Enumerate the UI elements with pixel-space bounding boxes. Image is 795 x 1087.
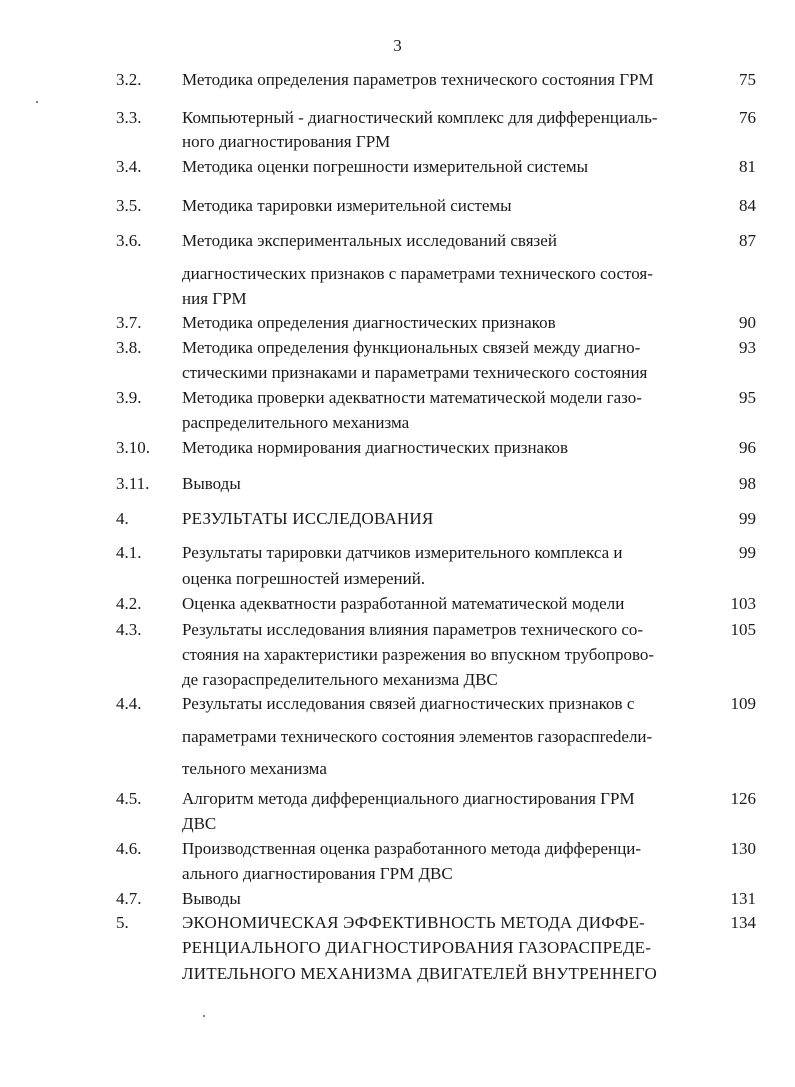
- page-ref: 81: [739, 157, 756, 176]
- section-title-line: Компьютерный - диагностический комплекс для дифференциаль-: [182, 108, 658, 127]
- page-number: 3: [393, 36, 402, 55]
- section-number: 3.7.: [116, 313, 142, 332]
- section-title-line: тельного механизма: [182, 759, 327, 778]
- page-ref: 84: [739, 196, 756, 215]
- page-ref: 87: [739, 231, 756, 250]
- section-title-line: РЕЗУЛЬТАТЫ ИССЛЕДОВАНИЯ: [182, 509, 434, 528]
- section-number: 3.2.: [116, 70, 142, 89]
- section-title-line: ЭКОНОМИЧЕСКАЯ ЭФФЕКТИВНОСТЬ МЕТОДА ДИФФЕ-: [182, 913, 645, 932]
- section-title-line: оценка погрешностей измерений.: [182, 569, 426, 588]
- section-number: 4.1.: [116, 543, 142, 562]
- section-number: 3.6.: [116, 231, 142, 250]
- section-title-line: Методика нормирования диагностических признаков: [182, 438, 569, 457]
- section-title: [182, 106, 710, 154]
- page-ref: 103: [730, 594, 756, 613]
- page-ref: 76: [739, 108, 756, 127]
- section-title: [182, 436, 710, 460]
- section-number: 4.7.: [116, 889, 142, 908]
- page-ref: 93: [739, 338, 756, 357]
- section-title-line: стояния на характеристики разрежения во впускном трубопрово-: [182, 645, 655, 664]
- page-ref: 131: [730, 889, 756, 908]
- section-title-line: параметрами технического состояния элементов газораспredeли-: [182, 727, 653, 746]
- section-number: 3.10.: [116, 438, 150, 457]
- section-title: [182, 194, 710, 218]
- page-ref: 105: [730, 620, 756, 639]
- section-title: [182, 507, 710, 531]
- page-ref: 126: [730, 789, 756, 808]
- section-title: [182, 787, 710, 836]
- section-title-line: ния ГРМ: [182, 289, 247, 308]
- section-title: [182, 311, 710, 335]
- section-title-line: Результаты тарировки датчиков измерительного комплекса и: [182, 543, 623, 562]
- section-title-line: Оценка адекватности разработанной математической модели: [182, 594, 625, 613]
- section-title: [182, 229, 710, 311]
- section-number: 4.2.: [116, 594, 142, 613]
- page-ref: 75: [739, 70, 756, 89]
- section-title-line: Методика определения диагностических признаков: [182, 313, 556, 332]
- section-title-line: Методика определения параметров технического состояния ГРМ: [182, 70, 654, 89]
- section-title-line: Методика экспериментальных исследований связей: [182, 231, 557, 250]
- page-ref: 95: [739, 388, 756, 407]
- section-number: 4.3.: [116, 620, 142, 639]
- section-title-line: стическими признаками и параметрами технического состояния: [182, 363, 648, 382]
- section-title-line: Выводы: [182, 474, 241, 493]
- page-ref: 99: [739, 509, 756, 528]
- section-title: [182, 155, 710, 179]
- section-number: 5.: [116, 913, 129, 932]
- page-ref: 90: [739, 313, 756, 332]
- section-number: 4.4.: [116, 694, 142, 713]
- section-title-line: Алгоритм метода дифференциального диагностирования ГРМ: [182, 789, 635, 808]
- section-title-line: распределительного механизма: [182, 413, 410, 432]
- section-number: 4.5.: [116, 789, 142, 808]
- page-ref: 96: [739, 438, 756, 457]
- page-ref: 99: [739, 543, 756, 562]
- section-title: [182, 386, 710, 435]
- section-number: 4.: [116, 509, 129, 528]
- section-title-line: Выводы: [182, 889, 241, 908]
- section-title: [182, 837, 710, 886]
- section-number: 3.4.: [116, 157, 142, 176]
- section-title: [182, 887, 710, 911]
- section-title: [182, 541, 710, 591]
- section-title-line: ального диагностирования ГРМ ДВС: [182, 864, 453, 883]
- section-title-line: ЛИТЕЛЬНОГО МЕХАНИЗМА ДВИГАТЕЛЕЙ ВНУТРЕННЕГО: [182, 964, 657, 983]
- section-title-line: Результаты исследования связей диагностических признаков с: [182, 694, 635, 713]
- scan-speck: [36, 101, 38, 103]
- section-title-line: РЕНЦИАЛЬНОГО ДИАГНОСТИРОВАНИЯ ГАЗОРАСПРЕДЕ-: [182, 938, 652, 957]
- section-title: [182, 692, 710, 781]
- section-number: 3.8.: [116, 338, 142, 357]
- section-number: 3.9.: [116, 388, 142, 407]
- page-ref: 109: [730, 694, 756, 713]
- section-title: [182, 336, 710, 385]
- section-title: [182, 911, 710, 986]
- section-title-line: Производственная оценка разработанного метода дифференци-: [182, 839, 642, 858]
- section-title: [182, 592, 710, 616]
- section-title-line: Методика определения функциональных связей между диагно-: [182, 338, 641, 357]
- section-title-line: Результаты исследования влияния параметров технического со-: [182, 620, 644, 639]
- section-title-line: Методика тарировки измерительной системы: [182, 196, 512, 215]
- page-ref: 130: [730, 839, 756, 858]
- section-title-line: Методика оценки погрешности измерительной системы: [182, 157, 589, 176]
- scan-speck: [203, 1015, 205, 1017]
- section-title: [182, 472, 710, 496]
- page-ref: 98: [739, 474, 756, 493]
- section-number: 3.3.: [116, 108, 142, 127]
- section-title-line: Методика проверки адекватности математической модели газо-: [182, 388, 642, 407]
- section-title-line: диагностических признаков с параметрами технического состоя-: [182, 264, 653, 283]
- section-title-line: ДВС: [182, 814, 217, 833]
- page-ref: 134: [730, 913, 756, 932]
- section-title-line: ного диагностирования ГРМ: [182, 132, 391, 151]
- section-number: 4.6.: [116, 839, 142, 858]
- section-number: 3.11.: [116, 474, 150, 493]
- section-title: [182, 618, 710, 692]
- section-title-line: де газораспределительного механизма ДВС: [182, 670, 498, 689]
- section-number: 3.5.: [116, 196, 142, 215]
- section-title: [182, 68, 710, 92]
